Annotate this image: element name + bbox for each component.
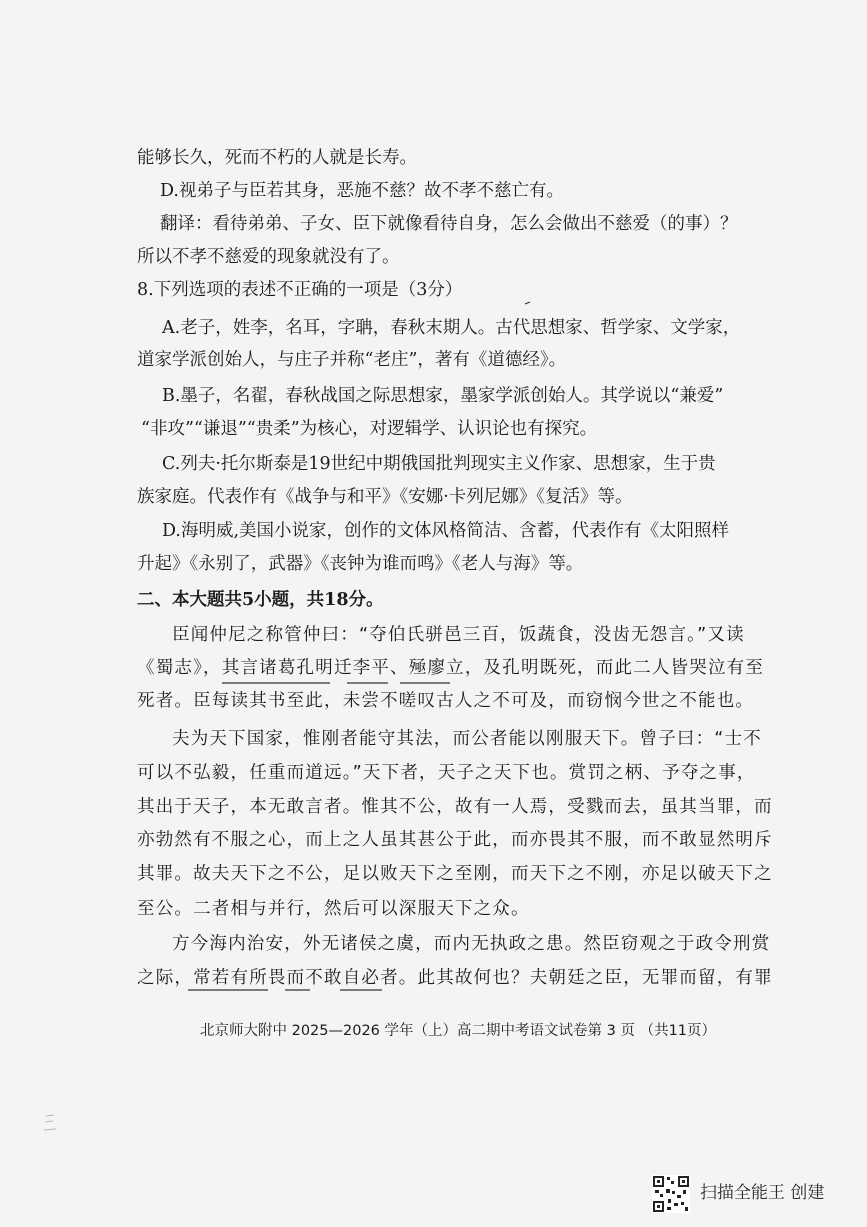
text-line: 能够长久，死而不朽的人就是长寿。 — [137, 148, 417, 168]
text-line: D.视弟子与臣若其身，恶施不慈？故不孝不慈亡有。 — [160, 181, 564, 201]
text-line: 所以不孝不慈爱的现象就没有了。 — [137, 247, 400, 267]
classical-text-line: 方今海内治安，外无诸侯之虞，而内无执政之患。然臣窃观之于政令刑赏 — [172, 934, 771, 954]
margin-scribble-icon — [40, 1110, 80, 1140]
classical-text-line: 可以不弘毅，任重而道远。”天下者，天子之天下也。赏罚之柄、予夺之事， — [137, 763, 756, 783]
classical-text-line: 死者。臣每读其书至此，未尝不嗟叹古人之不可及，而窃悯今世之不能也。 — [137, 691, 755, 711]
option-c-line: 族家庭。代表作有《战争与和平》《安娜·卡列尼娜》《复活》等。 — [137, 487, 633, 507]
classical-text-line: 夫为天下国家，惟刚者能守其法，而公者能以刚服天下。曾子曰：“士不 — [172, 729, 762, 749]
classical-text-line: 臣闻仲尼之称管仲曰：“夺伯氏骈邑三百，饭蔬食，没齿无怨言。”又读 — [172, 625, 745, 645]
qr-code-icon — [652, 1175, 690, 1213]
option-c-line: C.列夫·托尔斯泰是19世纪中期俄国批判现实主义作家、思想家，生于贵 — [162, 454, 716, 474]
classical-text-line: 其出于天子，本无敢言者。惟其不公，故有一人焉，受戮而去，虽其当罪，而 — [137, 797, 773, 817]
question-8-stem: 8.下列选项的表述不正确的一项是（3分） — [137, 280, 463, 300]
scanner-watermark: 扫描全能王 创建 — [700, 1183, 825, 1203]
option-a-line: 道家学派创始人，与庄子并称“老庄”，著有《道德经》。 — [137, 350, 567, 370]
classical-text-line: 《蜀志》，其言诸葛孔明迁李平、殛廖立，及孔明既死，而此二人皆哭泣有至 — [137, 658, 765, 678]
option-d-line: D.海明威,美国小说家，创作的文体风格简洁、含蓄，代表作有《太阳照样 — [162, 521, 730, 541]
option-a-line: A.老子，姓李，名耳，字聃，春秋末期人。古代思想家、哲学家、文学家， — [162, 318, 741, 338]
section-heading: 二、本大题共5小题，共18分。 — [137, 590, 384, 610]
option-b-line: “非攻”“谦退”“贵柔”为核心，对逻辑学、认识论也有探究。 — [141, 419, 598, 439]
page-footer: 北京师大附中 2025—2026 学年（上）高二期中考语文试卷第 3 页 （共11页） — [200, 1023, 717, 1039]
option-b-line: B.墨子，名翟，春秋战国之际思想家，墨家学派创始人。其学说以“兼爱” — [162, 386, 724, 406]
classical-text-line: 至公。二者相与并行，然后可以深服天下之众。 — [137, 899, 530, 919]
text-line: 翻译：看待弟弟、子女、臣下就像看待自身，怎么会做出不慈爱（的事）？ — [160, 214, 738, 234]
option-d-line: 升起》《永别了，武器》《丧钟为谁而鸣》《老人与海》等。 — [137, 554, 584, 574]
classical-text-line: 亦勃然有不服之心，而上之人虽其甚公于此，而亦畏其不服，而不敢显然明斥 — [137, 830, 773, 850]
classical-text-line: 之际，常若有所畏而不敢自必者。此其故何也？夫朝廷之臣，无罪而留，有罪 — [137, 968, 773, 988]
classical-text-line: 其罪。故夫天下之不公，足以败天下之至刚，而天下之不刚，亦足以破天下之 — [137, 864, 773, 884]
